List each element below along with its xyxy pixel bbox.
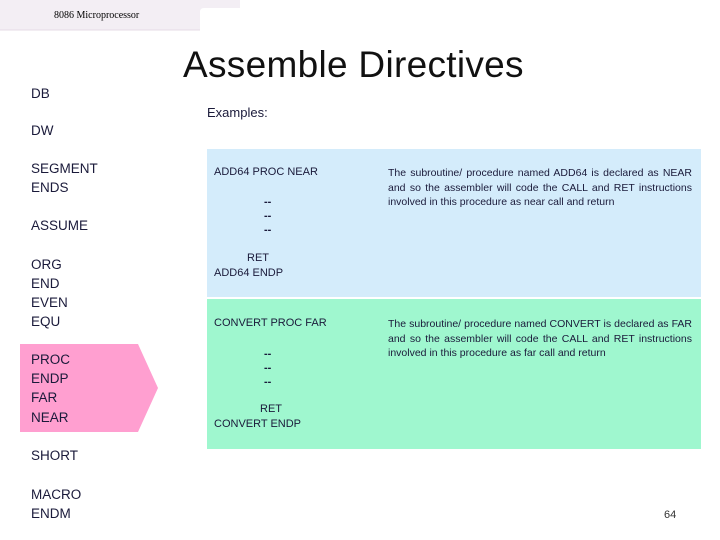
sidebar-item-near: NEAR (31, 410, 69, 425)
sidebar-item-assume: ASSUME (31, 218, 89, 233)
example-near-box (207, 149, 701, 297)
example1-ellipsis (264, 195, 271, 237)
example2-dash: -- (264, 362, 272, 374)
example1-code-head: ADD64 PROC NEAR (214, 166, 318, 178)
page-number: 64 (664, 509, 677, 521)
sidebar-item-org: ORG (31, 257, 62, 272)
sidebar-item-segment: SEGMENT (31, 161, 98, 176)
example2-ellipsis (264, 347, 271, 389)
example2-code-end: CONVERT ENDP (214, 418, 302, 430)
sidebar-item-db: DB (31, 86, 50, 101)
example-far-box (207, 299, 701, 449)
slide-title: Assemble Directives (183, 44, 524, 85)
example1-dash: -- (264, 210, 272, 222)
sidebar-item-equ: EQU (31, 314, 61, 329)
example1-code-ret: RET (247, 252, 269, 264)
sidebar-item-far: FAR (31, 390, 58, 405)
example1-dash: -- (264, 196, 272, 208)
sidebar-item-ends: ENDS (31, 180, 69, 195)
example1-dash: -- (264, 224, 272, 236)
course-header: 8086 Microprocessor (54, 10, 140, 21)
example1-description: The subroutine/ procedure named ADD64 is declared as NEAR and so the assembler will code the CALL and RET instructions involved in this procedure as near call and return (388, 167, 692, 208)
sidebar-item-endp: ENDP (31, 371, 69, 386)
sidebar-item-proc: PROC (31, 352, 71, 367)
example2-code-head: CONVERT PROC FAR (214, 317, 327, 329)
example2-dash: -- (264, 376, 272, 388)
example2-code-ret: RET (260, 403, 282, 415)
sidebar-item-short: SHORT (31, 448, 79, 463)
example1-code-end: ADD64 ENDP (214, 267, 284, 279)
sidebar-item-endm: ENDM (31, 506, 71, 521)
sidebar-item-dw: DW (31, 123, 54, 138)
sidebar-item-macro: MACRO (31, 487, 82, 502)
example2-description: The subroutine/ procedure named CONVERT is declared as FAR and so the assembler will code the CALL and RET instructions involved in this procedure as far call and return (388, 318, 692, 359)
examples-label: Examples: (207, 105, 268, 120)
sidebar-item-end: END (31, 276, 60, 291)
sidebar-item-even: EVEN (31, 295, 68, 310)
example2-dash: -- (264, 348, 272, 360)
